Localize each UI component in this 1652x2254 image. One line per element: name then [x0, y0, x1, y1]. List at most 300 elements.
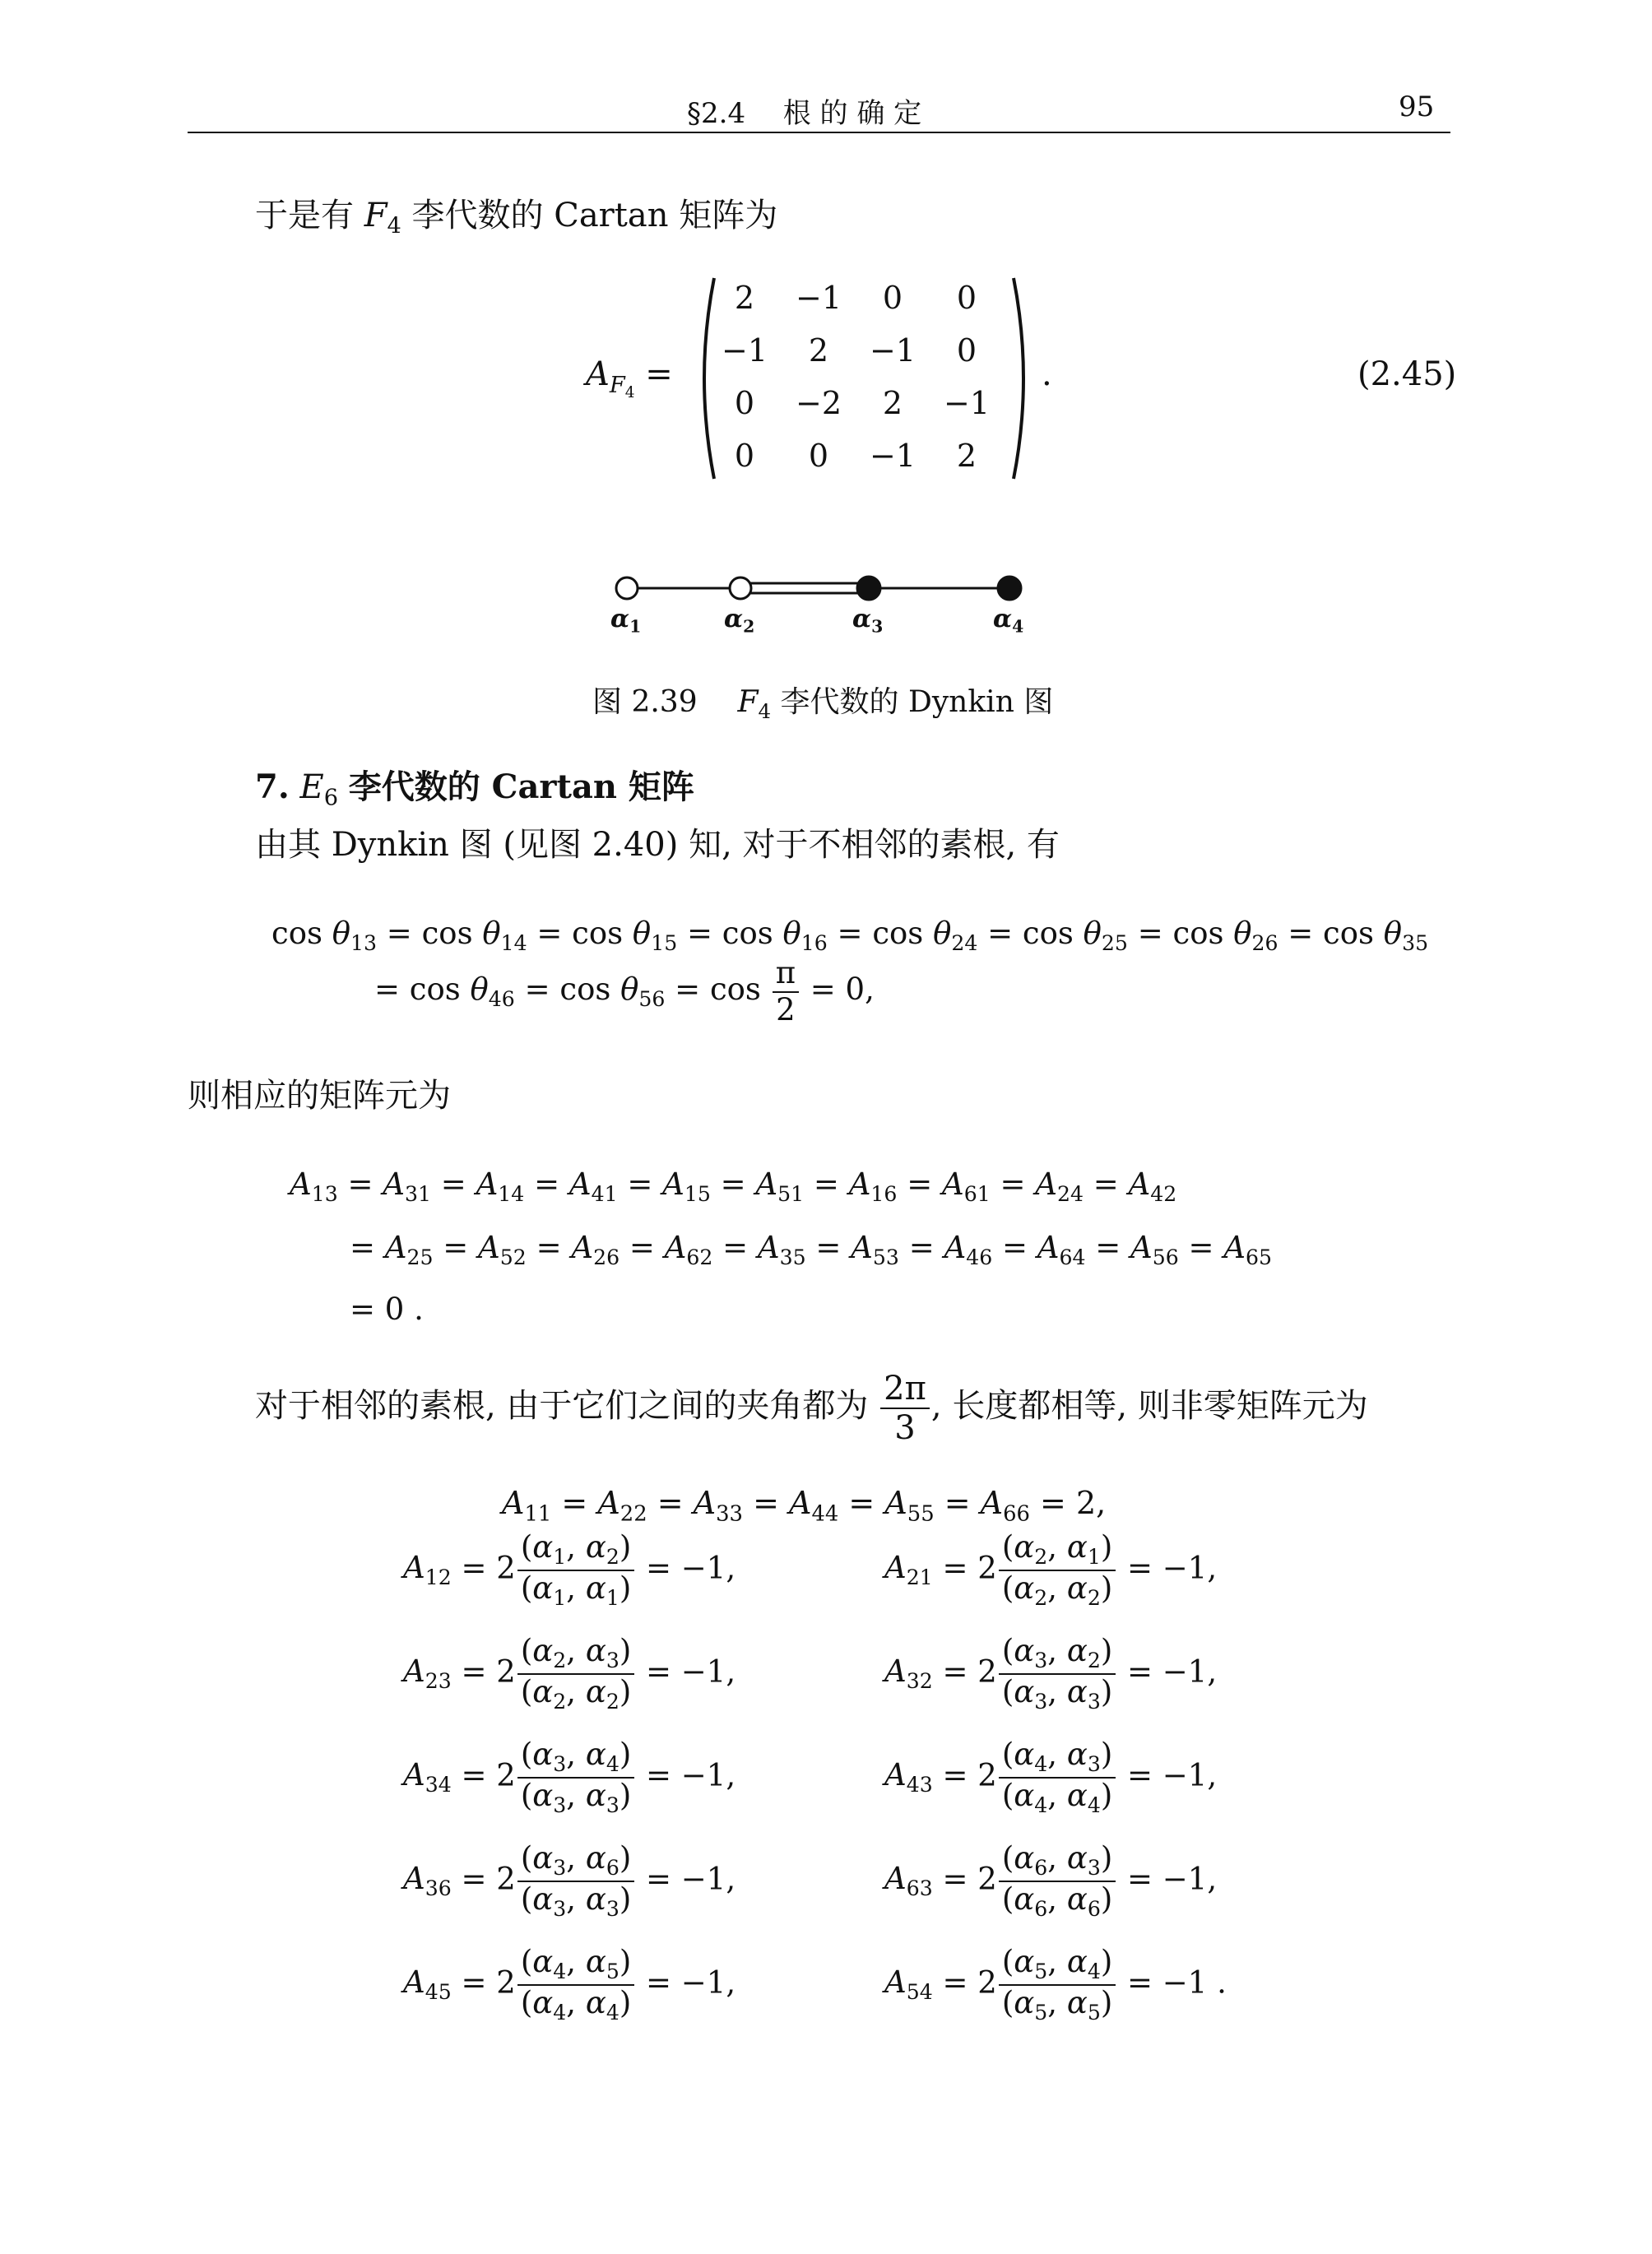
- header-rule: [188, 132, 1450, 133]
- subscript: 3: [606, 1793, 620, 1818]
- section-heading-algebra: E: [299, 768, 324, 806]
- inner-product: ($\alpha_2$, $\alpha_2$): [1001, 1570, 1113, 1611]
- subscript: 6: [1034, 1897, 1048, 1922]
- lhs-A: A: [586, 355, 610, 393]
- math-term: [1066, 1944, 1101, 1984]
- inner-product: ($\alpha_5$, $\alpha_5$): [1001, 1984, 1113, 2025]
- math-term: [532, 1881, 567, 1922]
- offdiag-equation: $A_{34} = 2$ $\frac{(\alpha_3, \alpha_4)}{(\alpha_3, \alpha_3)}$ = −1,: [403, 1737, 736, 1818]
- symbol: θ: [933, 916, 952, 951]
- numerator: [517, 1634, 634, 1675]
- math-term: [1066, 1529, 1101, 1570]
- subscript: 5: [1034, 1959, 1048, 1984]
- numerator: [999, 1945, 1116, 1986]
- offdiag-equation: $A_{45} = 2$ $\frac{(\alpha_4, \alpha_5)}{(\alpha_4, \alpha_4)}$ = −1,: [403, 1944, 736, 2025]
- math-term: [757, 1230, 806, 1270]
- subscript: 42: [1150, 1182, 1177, 1207]
- lhs-subsub: 4: [624, 383, 635, 401]
- math-term: [1066, 1737, 1101, 1777]
- math-term: [290, 1166, 338, 1207]
- symbol: A: [403, 1861, 425, 1897]
- fraction: [517, 1945, 634, 2025]
- paragraph-1: 由其 Dynkin 图 (见图 2.40) 知, 对于不相邻的素根, 有: [255, 826, 1060, 864]
- math-term: [1066, 1570, 1101, 1611]
- math-term: [1014, 1737, 1048, 1777]
- symbol: α: [1014, 1881, 1035, 1917]
- symbol: α: [585, 1881, 606, 1917]
- math-term: [403, 1757, 452, 1797]
- pi-den: 2: [776, 991, 796, 1027]
- subscript: 35: [779, 1245, 806, 1270]
- symbol: θ: [1383, 916, 1403, 951]
- math-term: [1014, 1840, 1048, 1881]
- zero-equation-line2: = $A_{25} = A_{52} = A_{26} = A_{62} = A_{35} = A_{53} = A_{46} = A_{64} = A_{56} = A_{65}$: [350, 1230, 1273, 1270]
- denominator: [999, 1571, 1116, 1611]
- math-term: [478, 1230, 527, 1270]
- inner-product: ($\alpha_1$, $\alpha_2$): [520, 1529, 632, 1570]
- symbol: A: [851, 1230, 873, 1265]
- subscript: 4: [553, 2001, 567, 2025]
- math-term: [1066, 1840, 1101, 1881]
- fraction: [517, 1634, 634, 1714]
- subscript: 24: [1056, 1182, 1084, 1207]
- subscript: 6: [606, 1856, 620, 1881]
- subscript: 2: [1034, 1545, 1048, 1570]
- math-term: [1223, 1230, 1273, 1270]
- symbol: α: [585, 1529, 606, 1565]
- math-term: [632, 916, 678, 956]
- inner-product: ($\alpha_2$, $\alpha_2$): [520, 1673, 632, 1714]
- subscript: 26: [1251, 931, 1278, 956]
- math-term: [585, 1529, 620, 1570]
- symbol: A: [478, 1230, 500, 1265]
- dynkin-label-1: $\alpha_1$: [610, 605, 642, 637]
- math-term: [1066, 1881, 1101, 1922]
- inner-product: ($\alpha_3$, $\alpha_3$): [1001, 1673, 1113, 1714]
- subscript: 2: [606, 1545, 620, 1570]
- symbol: α: [532, 1633, 554, 1668]
- symbol: A: [757, 1230, 780, 1265]
- subscript: 44: [811, 1501, 839, 1527]
- section-heading-title: 李代数的 Cartan 矩阵: [348, 768, 694, 806]
- subscript: 35: [1402, 931, 1429, 956]
- math-term: [944, 1230, 993, 1270]
- matrix-period: .: [1042, 355, 1052, 393]
- inner-product: ($\alpha_2$, $\alpha_3$): [520, 1633, 632, 1673]
- caption-post: 李代数的 Dynkin 图: [780, 685, 1054, 719]
- math-term: [941, 1166, 991, 1207]
- math-term: [532, 1633, 567, 1673]
- math-term: [482, 916, 527, 956]
- math-term: [470, 972, 515, 1012]
- symbol: A: [980, 1485, 1004, 1521]
- symbol: α: [532, 1777, 554, 1813]
- math-term: [532, 1529, 567, 1570]
- symbol: A: [383, 1166, 406, 1202]
- symbol: A: [662, 1166, 684, 1202]
- math-term: [1233, 916, 1278, 956]
- subscript: 14: [500, 931, 527, 956]
- offdiag-equation: $A_{23} = 2$ $\frac{(\alpha_2, \alpha_3)}{(\alpha_2, \alpha_2)}$ = −1,: [403, 1633, 736, 1714]
- subscript: 56: [638, 987, 666, 1012]
- matrix-cell: −1: [869, 332, 916, 369]
- symbol: A: [884, 1757, 907, 1793]
- subscript: 1: [553, 1545, 567, 1570]
- symbol: α: [1066, 1570, 1088, 1606]
- caption-prefix: 图 2.39: [592, 685, 698, 719]
- subscript: 3: [553, 1793, 567, 1818]
- matrix-cell: −1: [795, 280, 842, 316]
- symbol: α: [532, 1881, 554, 1917]
- inner-product: ($\alpha_6$, $\alpha_6$): [1001, 1881, 1113, 1922]
- symbol: α: [585, 1737, 606, 1772]
- symbol: α: [585, 1840, 606, 1876]
- math-term: [585, 1737, 620, 1777]
- page-number: 95: [1399, 90, 1435, 123]
- symbol: A: [941, 1166, 964, 1202]
- subscript: 33: [716, 1501, 743, 1527]
- subscript: 4: [1087, 1959, 1101, 1984]
- dynkin-node-2: [730, 577, 751, 599]
- symbol: α: [1014, 1984, 1035, 2020]
- symbol: A: [664, 1230, 687, 1265]
- symbol: α: [1014, 1570, 1035, 1606]
- caption-algebra-sub: 4: [758, 698, 772, 723]
- offdiag-equation: $A_{21} = 2$ $\frac{(\alpha_2, \alpha_1)}{(\alpha_2, \alpha_2)}$ = −1,: [884, 1529, 1218, 1611]
- subscript: 61: [963, 1182, 991, 1207]
- subscript: 56: [1152, 1245, 1179, 1270]
- math-term: [884, 1485, 935, 1527]
- subscript: 3: [606, 1649, 620, 1673]
- symbol: α: [1066, 1633, 1088, 1668]
- symbol: A: [1035, 1166, 1057, 1202]
- symbol: A: [502, 1485, 525, 1521]
- symbol: α: [585, 1673, 606, 1709]
- subscript: 3: [553, 1856, 567, 1881]
- subscript: 63: [906, 1876, 933, 1901]
- subscript: 13: [350, 931, 378, 956]
- offdiag-equation: $A_{36} = 2$ $\frac{(\alpha_3, \alpha_6)}{(\alpha_3, \alpha_3)}$ = −1,: [403, 1840, 736, 1922]
- math-term: [384, 1230, 434, 1270]
- numerator: [517, 1841, 634, 1882]
- angle-den: 3: [894, 1409, 916, 1447]
- subscript: 64: [1059, 1245, 1086, 1270]
- section-heading: [255, 761, 694, 811]
- math-term: [332, 916, 378, 956]
- denominator: [517, 1882, 634, 1922]
- subscript: 65: [1246, 1245, 1273, 1270]
- symbol: α: [1066, 1529, 1088, 1565]
- subscript: 13: [311, 1182, 338, 1207]
- subscript: 4: [606, 2001, 620, 2025]
- subscript: 4: [553, 1959, 567, 1984]
- inner-product: ($\alpha_3$, $\alpha_6$): [520, 1840, 632, 1881]
- math-term: [1130, 1230, 1179, 1270]
- dynkin-label-4: $\alpha_4$: [993, 605, 1024, 637]
- symbol: α: [532, 1984, 554, 2020]
- math-term: [383, 1166, 432, 1207]
- math-term: [782, 916, 828, 956]
- subscript: 41: [591, 1182, 618, 1207]
- cos-equation-line1: $\cos \theta_{13} = \cos \theta_{14} = \cos \theta_{15} = \cos \theta_{16} = \cos \theta_{24} = \cos \theta_{25} = \cos \theta_{26} = \cos \theta_{35}$: [271, 916, 1429, 956]
- math-term: [571, 1230, 620, 1270]
- subscript: 1: [553, 1586, 567, 1611]
- math-term: [585, 1777, 620, 1818]
- subscript: 5: [1034, 2001, 1048, 2025]
- intro-pre: 于是有: [255, 197, 354, 234]
- symbol: α: [1014, 1737, 1035, 1772]
- math-term: [585, 1944, 620, 1984]
- math-term: [1014, 1944, 1048, 1984]
- subscript: 51: [777, 1182, 805, 1207]
- symbol: A: [571, 1230, 594, 1265]
- math-term: [597, 1485, 647, 1527]
- math-term: [1014, 1673, 1048, 1714]
- subscript: 5: [606, 1959, 620, 1984]
- symbol: θ: [1083, 916, 1102, 951]
- subscript: 2: [1034, 1586, 1048, 1611]
- subscript: 53: [872, 1245, 899, 1270]
- symbol: α: [585, 1777, 606, 1813]
- math-term: [1014, 1881, 1048, 1922]
- math-term: [884, 1861, 933, 1901]
- math-term: [502, 1485, 552, 1527]
- denominator: [999, 1986, 1116, 2025]
- fraction: [999, 1737, 1116, 1818]
- section-heading-number: 7.: [255, 768, 290, 806]
- offdiag-equation: $A_{43} = 2$ $\frac{(\alpha_4, \alpha_3)}{(\alpha_4, \alpha_4)}$ = −1,: [884, 1737, 1218, 1818]
- inner-product: ($\alpha_2$, $\alpha_1$): [1001, 1529, 1113, 1570]
- math-term: [585, 1881, 620, 1922]
- subscript: 34: [425, 1773, 452, 1797]
- symbol: α: [585, 1633, 606, 1668]
- fraction: [999, 1530, 1116, 1611]
- symbol: A: [1128, 1166, 1151, 1202]
- subscript: 54: [906, 1980, 933, 2005]
- subscript: 5: [1087, 2001, 1101, 2025]
- subscript: 25: [1101, 931, 1128, 956]
- symbol: α: [532, 1529, 554, 1565]
- para3-pre: 对于相邻的素根, 由于它们之间的夹角都为: [255, 1387, 869, 1425]
- math-term: [755, 1166, 805, 1207]
- symbol: α: [1066, 1737, 1088, 1772]
- symbol: α: [1014, 1529, 1035, 1565]
- symbol: A: [848, 1166, 871, 1202]
- math-term: [568, 1166, 618, 1207]
- symbol: θ: [482, 916, 501, 951]
- matrix-cell: 2: [882, 385, 903, 421]
- math-term: [1014, 1633, 1048, 1673]
- symbol: A: [290, 1166, 312, 1202]
- subscript: 4: [1034, 1752, 1048, 1777]
- math-term: [1014, 1570, 1048, 1611]
- symbol: A: [568, 1166, 592, 1202]
- subscript: 4: [1087, 1793, 1101, 1818]
- matrix-cell: 0: [808, 438, 829, 474]
- subscript: 2: [606, 1690, 620, 1714]
- symbol: A: [693, 1485, 717, 1521]
- subscript: 15: [684, 1182, 711, 1207]
- numerator: [517, 1737, 634, 1779]
- matrix-cell: −1: [943, 385, 991, 421]
- denominator: [517, 1675, 634, 1714]
- inner-product: ($\alpha_3$, $\alpha_3$): [520, 1881, 632, 1922]
- math-term: [1066, 1673, 1101, 1714]
- subscript: 22: [620, 1501, 647, 1527]
- symbol: θ: [620, 972, 639, 1008]
- inner-product: ($\alpha_3$, $\alpha_4$): [520, 1737, 632, 1777]
- subscript: 32: [906, 1669, 933, 1694]
- symbol: α: [1014, 1944, 1035, 1979]
- subscript: 36: [425, 1876, 452, 1901]
- math-term: [1014, 1529, 1048, 1570]
- symbol: θ: [632, 916, 652, 951]
- symbol: A: [597, 1485, 620, 1521]
- subscript: 4: [1034, 1793, 1048, 1818]
- symbol: A: [944, 1230, 967, 1265]
- math-term: [585, 1673, 620, 1714]
- numerator: [999, 1634, 1116, 1675]
- subscript: 2: [1087, 1649, 1101, 1673]
- matrix-cell: −1: [869, 438, 916, 474]
- symbol: α: [1014, 1633, 1035, 1668]
- denominator: [517, 1571, 634, 1611]
- subscript: 3: [606, 1897, 620, 1922]
- symbol: A: [884, 1485, 907, 1521]
- subscript: 23: [425, 1669, 452, 1694]
- caption-algebra: F: [737, 685, 759, 719]
- dynkin-node-4: [998, 577, 1021, 600]
- math-term: [532, 1984, 567, 2025]
- pi-num: π: [773, 956, 799, 993]
- symbol: α: [1066, 1881, 1088, 1917]
- subscript: 1: [1087, 1545, 1101, 1570]
- zero-equation-line1: $A_{13} = A_{31} = A_{14} = A_{41} = A_{15} = A_{51} = A_{16} = A_{61} = A_{24} = A_{42}$: [290, 1166, 1177, 1207]
- subscript: 14: [498, 1182, 525, 1207]
- math-term: [664, 1230, 713, 1270]
- math-term: [585, 1840, 620, 1881]
- subscript: 26: [593, 1245, 620, 1270]
- math-term: [403, 1964, 452, 2005]
- inner-product: ($\alpha_4$, $\alpha_5$): [520, 1944, 632, 1984]
- math-term: [403, 1653, 452, 1694]
- symbol: A: [403, 1757, 425, 1793]
- symbol: θ: [1233, 916, 1252, 951]
- symbol: α: [532, 1673, 554, 1709]
- denominator: [999, 1675, 1116, 1714]
- angle-num: 2π: [880, 1370, 930, 1409]
- running-header: [687, 90, 921, 131]
- subscript: 3: [1087, 1752, 1101, 1777]
- matrix-cell: 0: [956, 332, 977, 369]
- pi-over-two: [773, 956, 799, 1027]
- symbol: θ: [470, 972, 489, 1008]
- symbol: A: [403, 1653, 425, 1690]
- math-term: [884, 1550, 933, 1590]
- subscript: 6: [1034, 1856, 1048, 1881]
- subscript: 66: [1003, 1501, 1030, 1527]
- section-title: 根 的 确 定: [782, 97, 922, 130]
- dynkin-label-2: $\alpha_2$: [724, 605, 755, 637]
- symbol: α: [1014, 1777, 1035, 1813]
- matrix-cell: −1: [721, 332, 768, 369]
- math-term: [476, 1166, 525, 1207]
- symbol: θ: [332, 916, 351, 951]
- symbol: A: [1130, 1230, 1153, 1265]
- math-term: [933, 916, 978, 956]
- symbol: A: [884, 1861, 907, 1897]
- paragraph-2: 则相应的矩阵元为: [188, 1077, 451, 1115]
- math-term: [662, 1166, 711, 1207]
- symbol: θ: [782, 916, 801, 951]
- subscript: 3: [1034, 1690, 1048, 1714]
- symbol: α: [532, 1944, 554, 1979]
- inner-product: ($\alpha_1$, $\alpha_1$): [520, 1570, 632, 1611]
- symbol: A: [1037, 1230, 1060, 1265]
- denominator: [999, 1779, 1116, 1818]
- inner-product: ($\alpha_3$, $\alpha_3$): [520, 1777, 632, 1818]
- fraction: [517, 1530, 634, 1611]
- numerator: [999, 1530, 1116, 1571]
- numerator: [517, 1530, 634, 1571]
- section-heading-algebra-sub: 6: [323, 785, 338, 811]
- lhs-equals: =: [645, 355, 673, 393]
- cos-result: = 0,: [810, 972, 875, 1008]
- math-term: [532, 1944, 567, 1984]
- symbol: A: [884, 1964, 907, 2001]
- inner-product: ($\alpha_4$, $\alpha_3$): [1001, 1737, 1113, 1777]
- offdiag-equation: $A_{54} = 2$ $\frac{(\alpha_5, \alpha_4)}{(\alpha_5, \alpha_5)}$ = −1 .: [884, 1944, 1227, 2025]
- dynkin-diagram: [601, 564, 1028, 638]
- intro-algebra-sub: 4: [387, 213, 401, 239]
- subscript: 12: [425, 1565, 452, 1590]
- matrix-lhs: [586, 355, 673, 401]
- symbol: A: [788, 1485, 812, 1521]
- inner-product: ($\alpha_6$, $\alpha_3$): [1001, 1840, 1113, 1881]
- denominator: [517, 1779, 634, 1818]
- math-term: [1066, 1633, 1101, 1673]
- subscript: 1: [606, 1586, 620, 1611]
- fraction: [999, 1945, 1116, 2025]
- cos-equation-line2: = $\cos \theta_{46} = \cos \theta_{56} = \cos$ $\frac{\pi}{2}$ = 0,: [374, 955, 875, 1027]
- dynkin-label-3: $\alpha_3$: [852, 605, 884, 637]
- subscript: 46: [966, 1245, 993, 1270]
- subscript: 6: [1087, 1897, 1101, 1922]
- numerator: [517, 1945, 634, 1986]
- math-term: [1066, 1777, 1101, 1818]
- math-term: [884, 1653, 933, 1694]
- para3-post: , 长度都相等, 则非零矩阵元为: [930, 1387, 1368, 1425]
- symbol: α: [1066, 1984, 1088, 2020]
- symbol: α: [585, 1570, 606, 1606]
- math-term: [403, 1861, 452, 1901]
- symbol: α: [1066, 1777, 1088, 1813]
- math-term: [1383, 916, 1429, 956]
- symbol: α: [585, 1944, 606, 1979]
- symbol: A: [1223, 1230, 1246, 1265]
- math-term: [403, 1550, 452, 1590]
- math-term: [585, 1633, 620, 1673]
- offdiag-equation: $A_{12} = 2$ $\frac{(\alpha_1, \alpha_2)}{(\alpha_1, \alpha_1)}$ = −1,: [403, 1529, 736, 1611]
- fraction: [517, 1737, 634, 1818]
- symbol: A: [384, 1230, 407, 1265]
- subscript: 62: [686, 1245, 713, 1270]
- symbol: α: [1066, 1673, 1088, 1709]
- section-number: §2.4: [687, 97, 746, 130]
- math-term: [585, 1984, 620, 2025]
- math-term: [1035, 1166, 1084, 1207]
- fraction: [999, 1634, 1116, 1714]
